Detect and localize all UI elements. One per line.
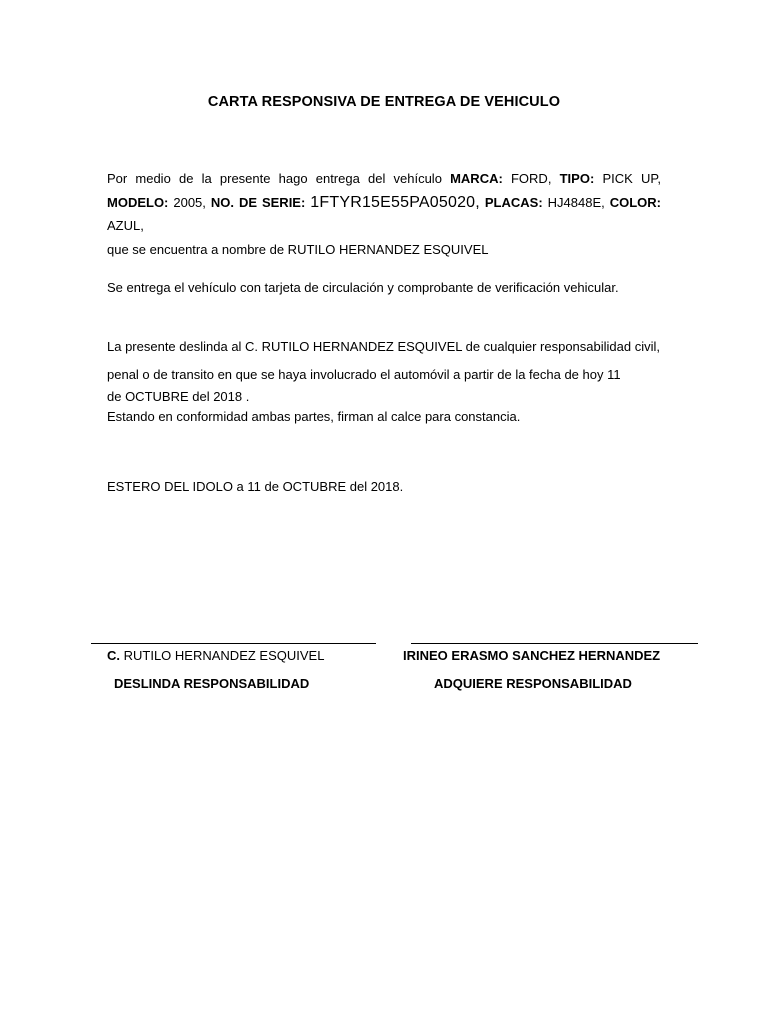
right-signer-role: ADQUIERE RESPONSABILIDAD [434,676,632,691]
modelo-label: MODELO: [107,194,169,210]
modelo-value: 2005, [173,194,206,210]
placas-label: PLACAS: [484,194,543,210]
marca-value: FORD, [510,171,552,186]
intro-text: Por medio de la presente hago entrega del vehículo [107,171,442,186]
marca-label: MARCA: [450,171,503,186]
vehicle-details-line-1 [107,167,661,191]
color-label: COLOR: [609,194,661,210]
left-signature-line [91,643,376,644]
tipo-value: PICK UP, [602,171,661,186]
color-value: AZUL, [107,218,144,233]
right-signature-line [411,643,698,644]
conformity-line: Estando en conformidad ambas partes, firman al calce para constancia. [107,409,521,424]
left-signer-fullname: RUTILO HERNANDEZ ESQUIVEL [123,648,325,663]
vehicle-details-paragraph [107,167,661,261]
left-signer-role: DESLINDA RESPONSABILIDAD [114,676,310,691]
owner-statement: que se encuentra a nombre de RUTILO HERNANDEZ ESQUIVEL [107,241,489,257]
liability-line-1: La presente deslinda al C. RUTILO HERNANDEZ ESQUIVEL de cualquier responsabilidad civil, [107,339,660,354]
documents-paragraph: Se entrega el vehículo con tarjeta de circulación y comprobante de verificación vehicular. [107,280,619,295]
tipo-label: TIPO: [559,171,595,186]
liability-paragraph [107,333,661,429]
vehicle-details-line-2 [107,191,661,238]
document-title: CARTA RESPONSIVA DE ENTREGA DE VEHICULO [207,94,561,110]
serie-value: 1FTYR15E55PA05020, [310,193,480,211]
liability-line-3: de OCTUBRE del 2018 . [107,389,250,404]
left-signer-prefix: C. [107,648,120,663]
serie-label: NO. DE SERIE: [210,194,306,210]
placas-value: HJ4848E, [547,194,605,210]
place-date: ESTERO DEL IDOLO a 11 de OCTUBRE del 2018. [107,479,404,494]
left-signer-name [107,648,324,663]
right-signer-name: IRINEO ERASMO SANCHEZ HERNANDEZ [403,648,661,663]
liability-line-2: penal o de transito en que se haya involucrado el automóvil a partir de la fecha de hoy 11 [107,367,621,382]
